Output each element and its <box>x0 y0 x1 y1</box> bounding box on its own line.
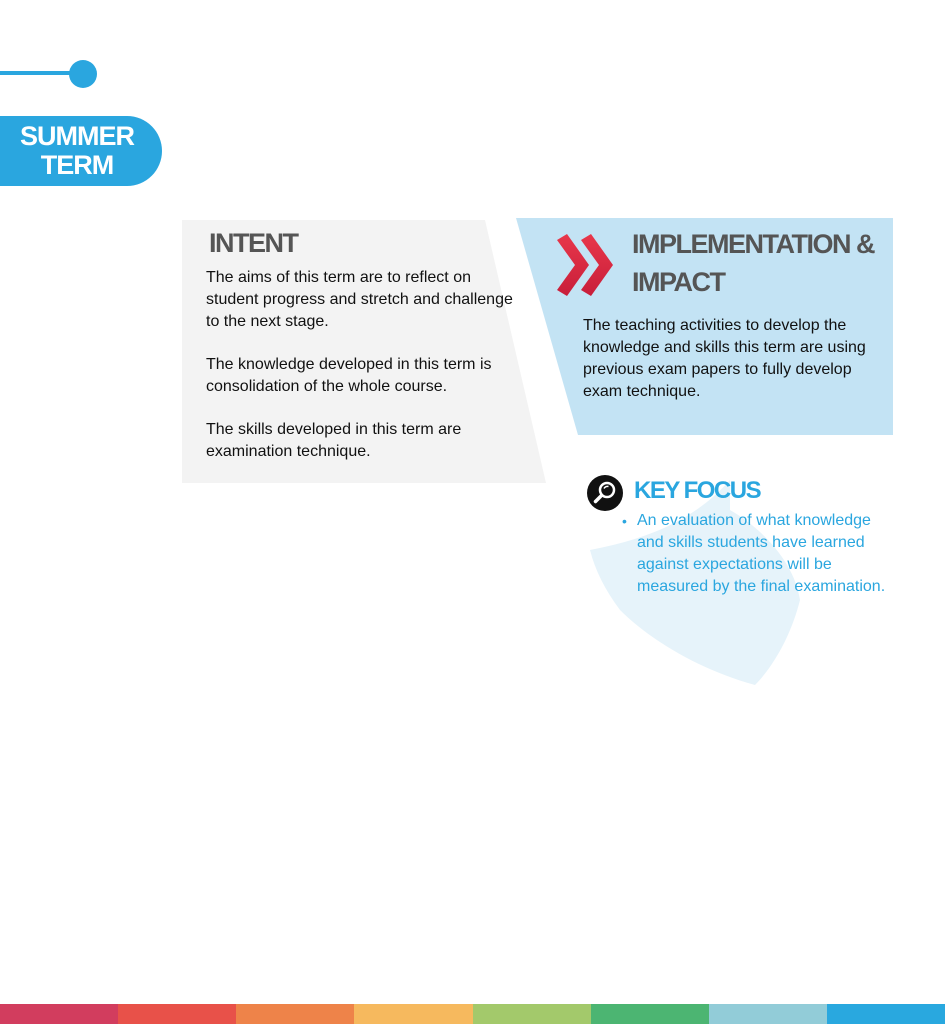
list-item <box>622 510 892 598</box>
bullet-icon: • <box>622 513 627 529</box>
term-badge-line2: TERM <box>40 150 114 180</box>
color-bar-segment <box>236 1004 354 1024</box>
intent-paragraph: The aims of this term are to reflect on student progress and stretch and challenge to the next stage. <box>206 269 513 330</box>
intent-body <box>206 267 526 484</box>
key-focus-list <box>622 510 892 598</box>
color-bar-segment <box>827 1004 945 1024</box>
implementation-title <box>632 225 874 301</box>
color-bar-segment <box>118 1004 236 1024</box>
implementation-body: The teaching activities to develop the knowledge and skills this term are using previous exam papers to fully develop exam technique. <box>583 317 866 400</box>
footer-color-bar <box>0 1004 945 1024</box>
color-bar-segment <box>473 1004 591 1024</box>
key-focus-title: KEY FOCUS <box>634 477 761 504</box>
magnifier-icon <box>587 475 623 511</box>
intent-paragraph: The skills developed in this term are examination technique. <box>206 421 462 460</box>
color-bar-segment <box>591 1004 709 1024</box>
implementation-title-line1: IMPLEMENTATION & <box>632 229 874 259</box>
color-bar-segment <box>0 1004 118 1024</box>
implementation-title-line2: IMPACT <box>632 267 725 297</box>
timeline-dot <box>69 60 97 88</box>
intent-title: INTENT <box>209 228 298 258</box>
color-bar-segment <box>709 1004 827 1024</box>
intent-paragraph: The knowledge developed in this term is consolidation of the whole course. <box>206 356 492 395</box>
color-bar-segment <box>354 1004 472 1024</box>
timeline-line <box>0 71 76 75</box>
term-badge <box>0 116 162 186</box>
key-focus-item-text: An evaluation of what knowledge and skills students have learned against expectations will be measured by the final examination. <box>637 512 886 595</box>
double-chevron-right-icon <box>553 232 619 298</box>
term-badge-line1: SUMMER <box>20 121 134 151</box>
